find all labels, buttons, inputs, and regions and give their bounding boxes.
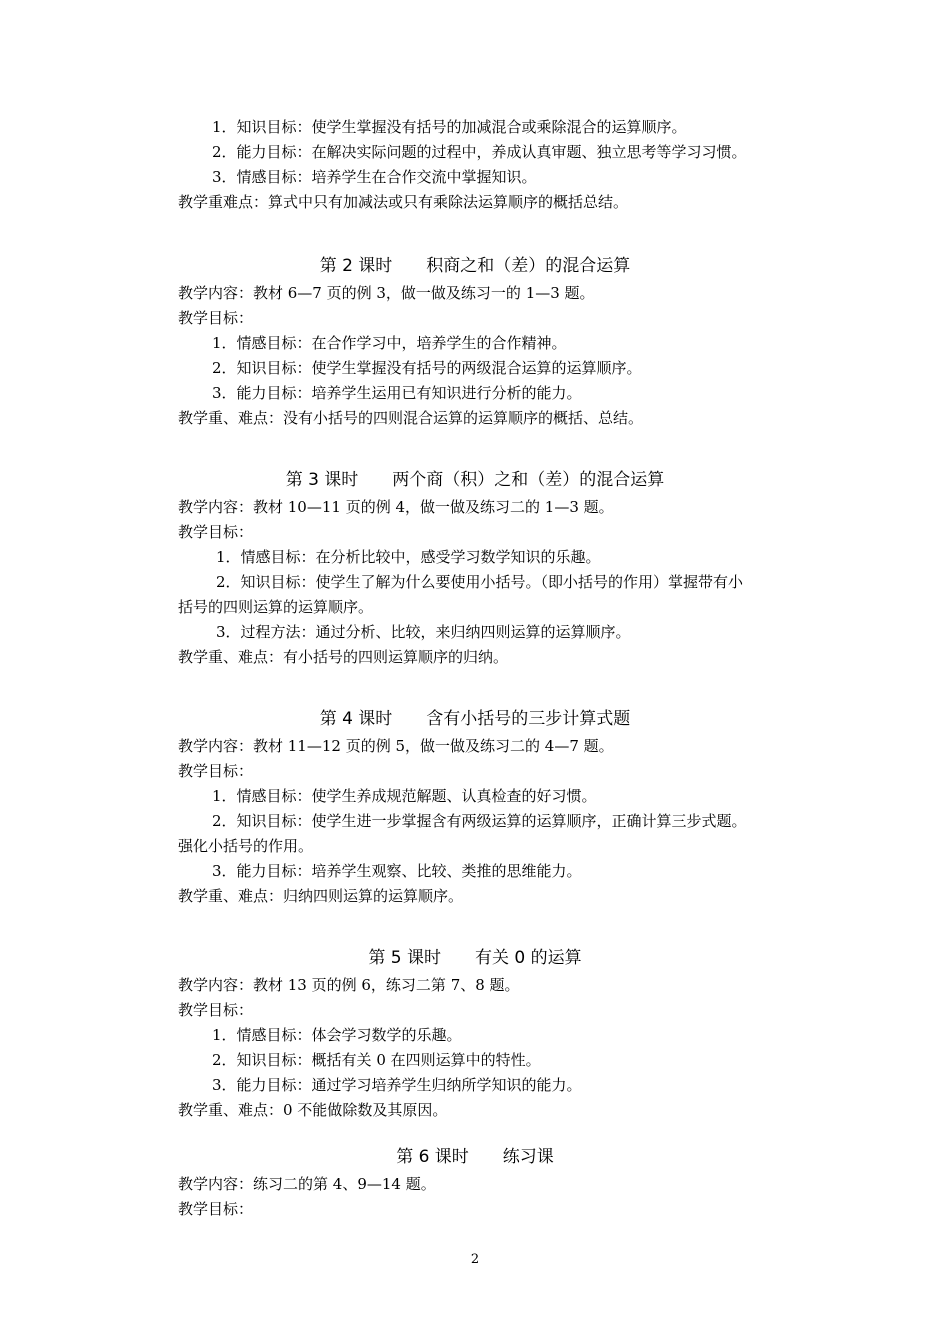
lesson-6-title: 第 6 课时 练习课 [396, 1147, 554, 1167]
lesson-4-line-4: 2．知识目标：使学生进一步掌握含有两级运算的运算顺序，正确计算三步式题。 [212, 812, 747, 830]
lesson-4-line-7: 教学重、难点：归纳四则运算的运算顺序。 [178, 887, 464, 905]
intro-line-3: 3．情感目标：培养学生在合作交流中掌握知识。 [212, 168, 537, 186]
intro-line-1: 1．知识目标：使学生掌握没有括号的加减混合或乘除混合的运算顺序。 [212, 118, 687, 136]
lesson-5-line-5: 3．能力目标：通过学习培养学生归纳所学知识的能力。 [212, 1076, 582, 1094]
lesson-4-line-6: 3．能力目标：培养学生观察、比较、类推的思维能力。 [212, 862, 582, 880]
lesson-3-line-2: 教学目标： [178, 523, 254, 541]
lesson-4-title: 第 4 课时 含有小括号的三步计算式题 [319, 709, 631, 729]
lesson-5-line-1: 教学内容：教材 13 页的例 6，练习二第 7、8 题。 [178, 976, 520, 994]
lesson-2-title: 第 2 课时 积商之和（差）的混合运算 [319, 256, 631, 276]
lesson-5-line-2: 教学目标： [178, 1001, 254, 1019]
lesson-3-line-6: 3．过程方法：通过分析、比较，来归纳四则运算的运算顺序。 [216, 623, 631, 641]
lesson-6-line-2: 教学目标： [178, 1200, 254, 1218]
lesson-4-line-5: 强化小括号的作用。 [178, 837, 314, 855]
lesson-2-line-2: 教学目标： [178, 309, 254, 327]
lesson-3-line-3: 1．情感目标：在分析比较中，感受学习数学知识的乐趣。 [216, 548, 601, 566]
lesson-3-line-7: 教学重、难点：有小括号的四则运算顺序的归纳。 [178, 648, 509, 666]
page-number: 2 [470, 1252, 480, 1267]
lesson-2-line-6: 教学重、难点：没有小括号的四则混合运算的运算顺序的概括、总结。 [178, 409, 644, 427]
lesson-2-line-1: 教学内容：教材 6—7 页的例 3，做一做及练习一的 1—3 题。 [178, 284, 595, 302]
lesson-4-line-2: 教学目标： [178, 762, 254, 780]
lesson-2-line-5: 3．能力目标：培养学生运用已有知识进行分析的能力。 [212, 384, 582, 402]
lesson-3-line-5: 括号的四则运算的运算顺序。 [178, 598, 374, 616]
lesson-3-line-4: 2．知识目标：使学生了解为什么要使用小括号。（即小括号的作用）掌握带有小 [216, 573, 744, 591]
lesson-6-line-1: 教学内容：练习二的第 4、9—14 题。 [178, 1175, 436, 1193]
lesson-2-line-4: 2．知识目标：使学生掌握没有括号的两级混合运算的运算顺序。 [212, 359, 642, 377]
lesson-3-line-1: 教学内容：教材 10—11 页的例 4，做一做及练习二的 1—3 题。 [178, 498, 614, 516]
lesson-5-line-3: 1．情感目标：体会学习数学的乐趣。 [212, 1026, 462, 1044]
lesson-4-line-3: 1．情感目标：使学生养成规范解题、认真检查的好习惯。 [212, 787, 597, 805]
intro-line-4: 教学重难点：算式中只有加减法或只有乘除法运算顺序的概括总结。 [178, 193, 629, 211]
lesson-3-title: 第 3 课时 两个商（积）之和（差）的混合运算 [285, 470, 665, 490]
intro-line-2: 2．能力目标：在解决实际问题的过程中，养成认真审题、独立思考等学习习惯。 [212, 143, 747, 161]
lesson-2-line-3: 1．情感目标：在合作学习中，培养学生的合作精神。 [212, 334, 567, 352]
lesson-4-line-1: 教学内容：教材 11—12 页的例 5，做一做及练习二的 4—7 题。 [178, 737, 614, 755]
lesson-5-line-4: 2．知识目标：概括有关 0 在四则运算中的特性。 [212, 1051, 541, 1069]
lesson-5-title: 第 5 课时 有关 0 的运算 [368, 948, 582, 968]
lesson-5-line-6: 教学重、难点：0 不能做除数及其原因。 [178, 1101, 448, 1119]
